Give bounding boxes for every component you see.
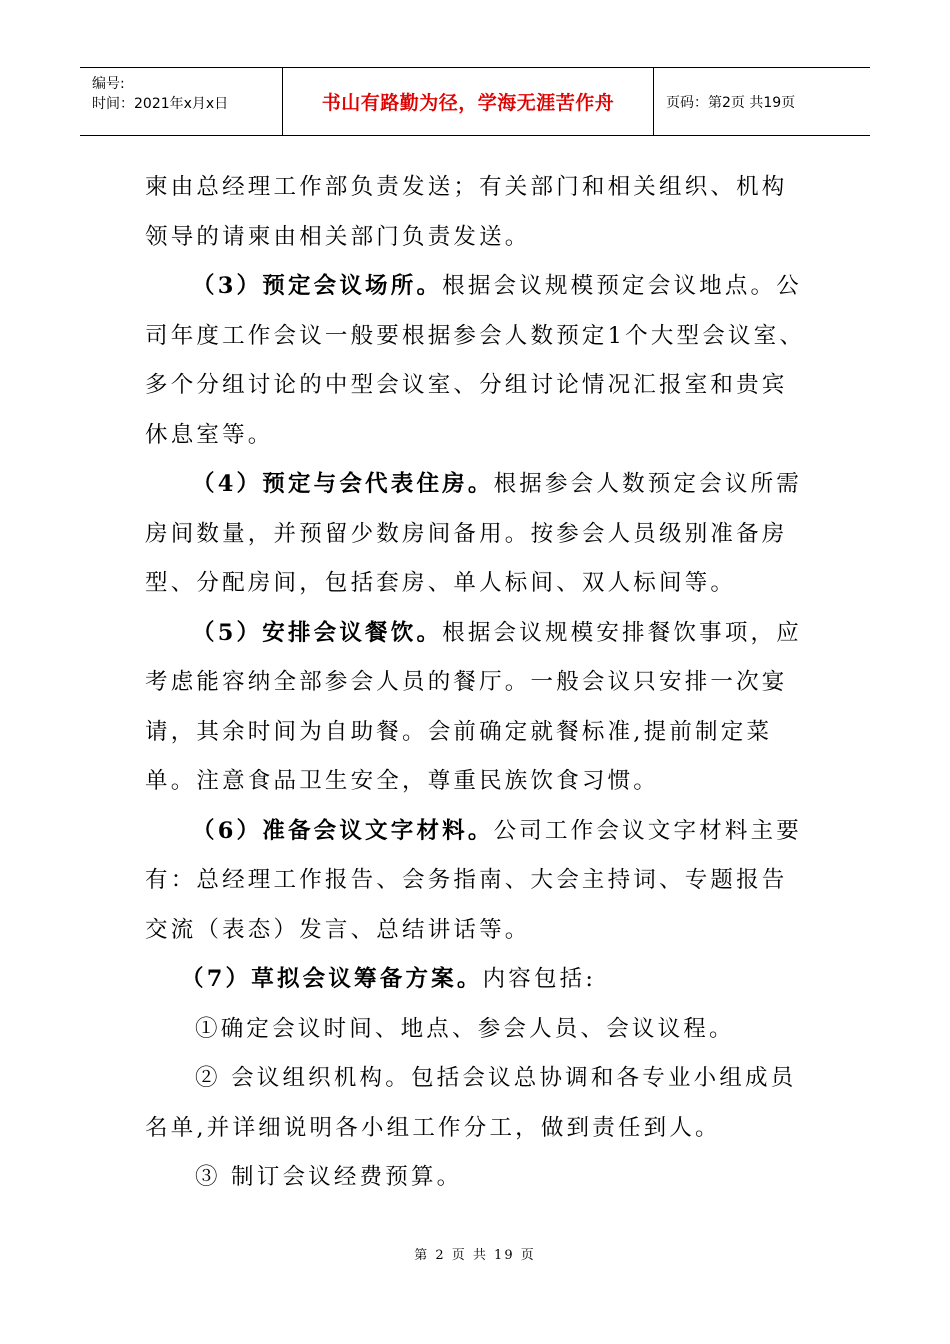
heading-materials: （6）准备会议文字材料。 bbox=[192, 817, 494, 844]
header-page-info: 页码：第2页 共19页 bbox=[666, 94, 796, 111]
text-lodging: 根据参会人数预定会议所需房间数量，并预留少数房间备用。按参会人员级别准备房型、分配房间，包括套房、单人标间、双人标间等。 bbox=[145, 471, 802, 596]
text-catering: 根据会议规模安排餐饮事项，应考虑能容纳全部参会人员的餐厅。一般会议只安排一次宴请，其余时间为自助餐。会前确定就餐标准,提前制定菜单。注意食品卫生安全，尊重民族饮食习惯。 bbox=[145, 619, 802, 794]
heading-plan: （7）草拟会议筹备方案。 bbox=[181, 966, 483, 992]
paragraph-plan bbox=[145, 955, 810, 1005]
text-plan: 内容包括: bbox=[482, 966, 597, 992]
list-item-2: ② 会议组织机构。包括会议总协调和各专业小组成员名单,并详细说明各小组工作分工，做到责任到人。 bbox=[145, 1065, 797, 1141]
heading-lodging: （4）预定与会代表住房。 bbox=[192, 471, 494, 497]
list-item-3: ③ 制订会议经费预算。 bbox=[195, 1164, 463, 1190]
text-materials: 公司工作会议文字材料主要有：总经理工作报告、会务指南、大会主持词、专题报告交流（表态）发言、总结讲话等。 bbox=[145, 817, 802, 943]
page-header bbox=[80, 67, 870, 136]
heading-venue: （3）预定会议场所。 bbox=[192, 273, 443, 299]
paragraph-materials bbox=[145, 807, 810, 956]
document-body bbox=[145, 163, 810, 1203]
page-footer: 第 2 页 共 19 页 bbox=[414, 1248, 536, 1263]
header-meta bbox=[80, 68, 283, 135]
paragraph-1: 柬由总经理工作部负责发送；有关部门和相关组织、机构领导的请柬由相关部门负责发送。 bbox=[145, 174, 788, 250]
heading-catering: （5）安排会议餐饮。 bbox=[192, 619, 443, 646]
text-venue: 根据会议规模预定会议地点。公司年度工作会议一般要根据参会人数预定1个大型会议室、多个分组讨论的中型会议室、分组讨论情况汇报室和贵宾休息室等。 bbox=[145, 273, 806, 448]
paragraph-lodging bbox=[145, 460, 810, 609]
header-motto: 书山有路勤为径，学海无涯苦作舟 bbox=[283, 68, 654, 135]
list-item-1: ①确定会议时间、地点、参会人员、会议议程。 bbox=[195, 1015, 735, 1042]
document-time: 时间：2021年x月x日 bbox=[92, 96, 229, 112]
document-number-label: 编号: bbox=[92, 76, 125, 92]
paragraph-venue bbox=[145, 262, 810, 460]
paragraph-catering bbox=[145, 609, 810, 807]
